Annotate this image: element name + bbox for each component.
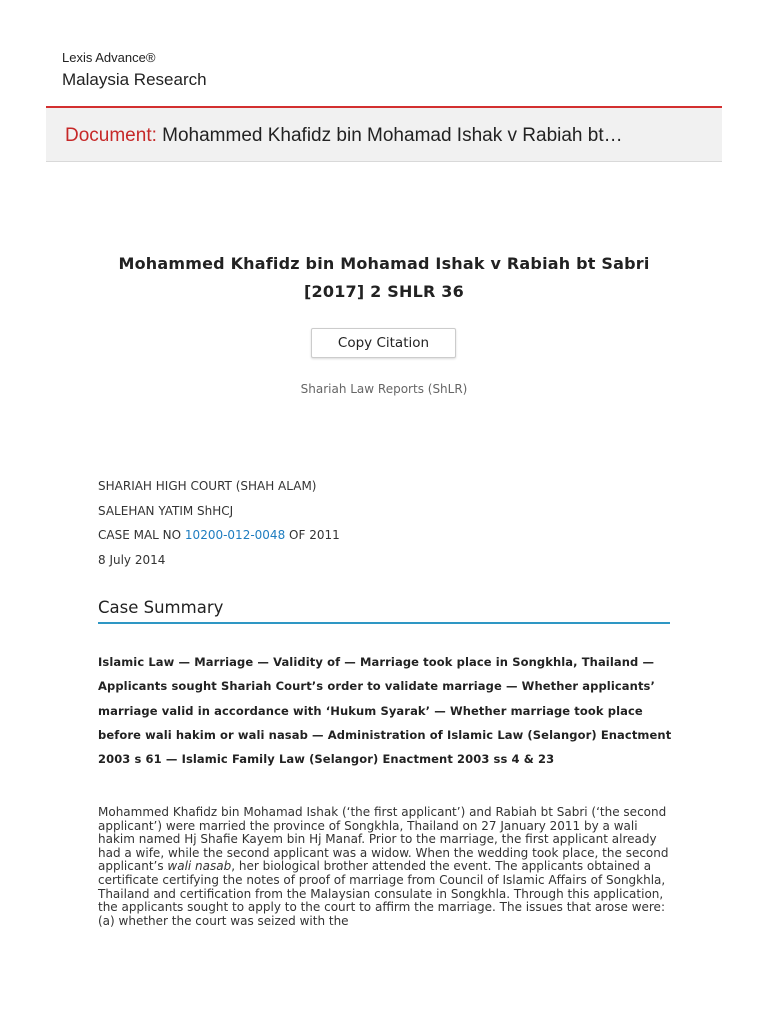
summary-text-part1: Mohammed Khafidz bin Mohamad Ishak (‘the first applicant’) and Rabiah bt Sabri (‘the second applicant’) were married the province of Songkhla, Thailand on 27 January 2011 by a wali hakim named Hj Shafie Kayem bin Hj Manaf. Prior to the marriage, the first applicant already had a wife, while the second applicant was a widow. When the wedding took place, the second applicant’s	[98, 805, 669, 874]
brand-header	[62, 50, 207, 92]
document-label: Document:	[65, 125, 157, 146]
summary-paragraph	[98, 806, 672, 928]
case-metadata	[98, 477, 340, 575]
case-number-link[interactable]: 10200-012-0048	[184, 528, 286, 542]
research-region: Malaysia Research	[62, 70, 207, 89]
case-number	[98, 526, 340, 551]
court-name: SHARIAH HIGH COURT (SHAH ALAM)	[98, 479, 317, 493]
report-series: Shariah Law Reports (ShLR)	[300, 382, 468, 396]
catchwords: Islamic Law — Marriage — Validity of — Marriage took place in Songkhla, Thailand — Applicants sought Shariah Court’s order to validate marriage — Whether applicants’ marriage valid in accordance with ‘Hukum Syarak’ — Whether marriage took place before wali hakim or wali nasab — Administration of Islamic Law (Selangor) Enactment 2003 s 61 — Islamic Family Law (Selangor) Enactment 2003 ss 4 & 23	[98, 655, 672, 767]
document-title-bar	[46, 106, 722, 162]
copy-citation-button[interactable]: Copy Citation	[311, 328, 456, 358]
case-number-prefix: CASE MAL NO	[98, 528, 182, 542]
summary-text-part2: , her biological brother attended the event. The applicants obtained a certificate certifying the notes of proof of marriage from Council of Islamic Affairs of Songkhla, Thailand and certification from the Malaysian consulate in Songkhla. Through this application, the applicants sought to apply to the court to affirm the marriage. The issues that arose were: (a) whether the court was seized with the	[98, 859, 666, 928]
document-title	[65, 124, 623, 148]
decision-date: 8 July 2014	[98, 552, 166, 567]
case-citation: [2017] 2 SHLR 36	[304, 282, 464, 301]
case-number-suffix: OF 2011	[289, 528, 340, 542]
document-title-text: Mohammed Khafidz bin Mohamad Ishak v Rabiah bt…	[162, 125, 623, 146]
case-summary-heading: Case Summary	[98, 597, 670, 624]
product-name: Lexis Advance®	[62, 50, 156, 65]
case-name: Mohammed Khafidz bin Mohamad Ishak v Rabiah bt Sabri	[118, 254, 650, 273]
judge-name: SALEHAN YATIM ShHCJ	[98, 503, 234, 518]
summary-italic-term: wali nasab	[167, 859, 232, 874]
case-title	[88, 250, 680, 306]
